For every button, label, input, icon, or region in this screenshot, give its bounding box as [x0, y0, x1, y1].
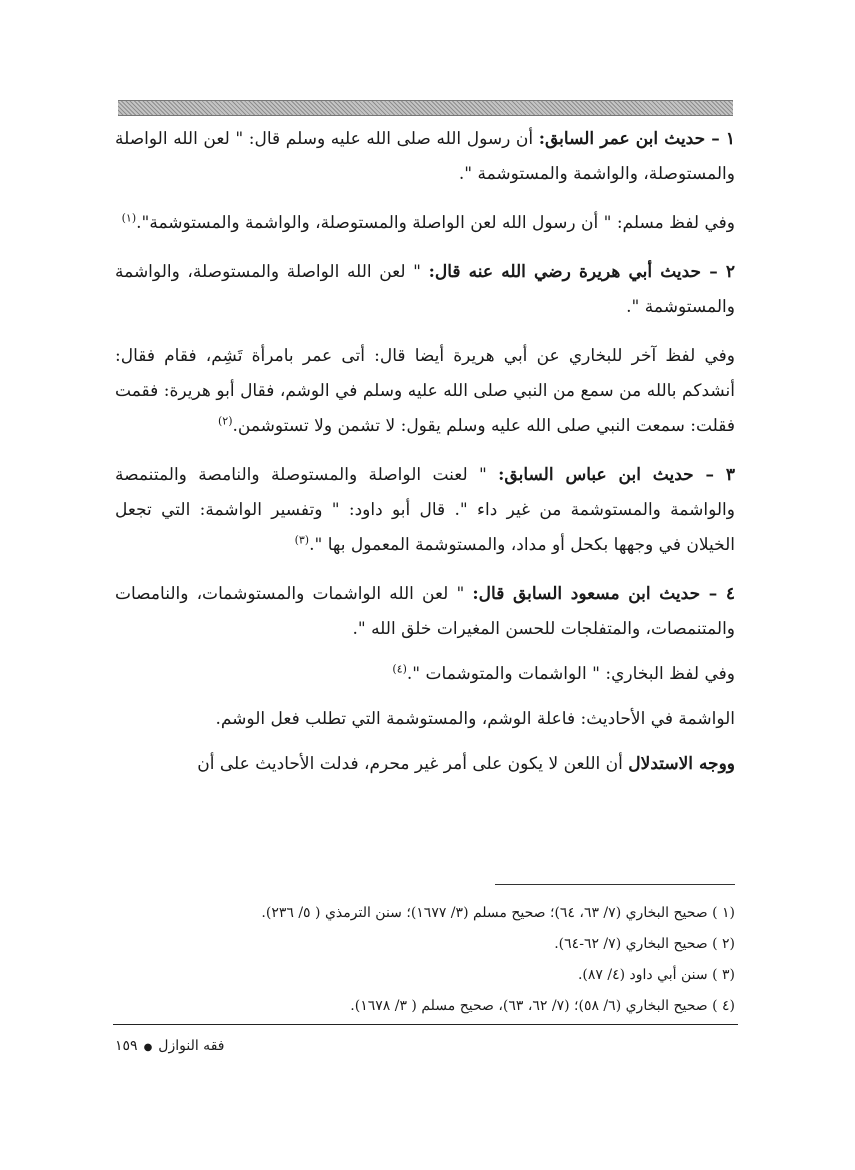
- hadith-4-text: " لعن الله الواشمات والمستوشمات، والنامصات والمتنمصات، والمتفلجات للحسن المغيرات خلق الله ".: [115, 584, 735, 639]
- paragraph-hadith-ibn-abbas: [115, 458, 735, 563]
- footnote-ref-2: (٢): [217, 414, 233, 428]
- page-body: [115, 122, 735, 796]
- paragraph-bukhari-wording: [115, 657, 735, 692]
- paragraph-hadith-ibn-umar: [115, 122, 735, 192]
- book-title: فقه النوازل: [158, 1038, 225, 1054]
- muslim-wording-text: وفي لفظ مسلم: " أن رسول الله لعن الواصلة والمستوصلة، والواشمة والمستوشمة".: [136, 213, 735, 233]
- hadith-3-heading: ٣ – حديث ابن عباس السابق:: [498, 465, 735, 485]
- inference-heading: ووجه الاستدلال: [628, 754, 735, 774]
- footnote-1: (١ ) صحيح البخاري (٧/ ٦٣، ٦٤)؛ صحيح مسلم (٣/ ١٦٧٧)؛ سنن الترمذي ( ٥/ ٢٣٦).: [261, 905, 735, 921]
- hadith-4-heading: ٤ – حديث ابن مسعود السابق قال:: [472, 584, 735, 604]
- footnote-separator: [495, 884, 735, 885]
- hadith-1-text: أن رسول الله صلى الله عليه وسلم قال: " لعن الله الواصلة والمستوصلة، والواشمة والمستوشمة ".: [115, 129, 735, 184]
- paragraph-hadith-ibn-masud: [115, 577, 735, 647]
- hadith-1-heading: ١ – حديث ابن عمر السابق:: [538, 129, 735, 149]
- paragraph-bukhari-other-wording: [115, 339, 735, 444]
- paragraph-hadith-abu-hurayra: [115, 255, 735, 325]
- footer-bullet: ●: [143, 1042, 153, 1053]
- footnote-ref-1: (١): [121, 211, 137, 225]
- bukhari-wording-text: وفي لفظ البخاري: " الواشمات والمتوشمات ".: [406, 664, 735, 684]
- footnote-3: (٣ ) سنن أبي داود (٤/ ٨٧).: [577, 967, 735, 983]
- definition-text: الواشمة في الأحاديث: فاعلة الوشم، والمستوشمة التي تطلب فعل الوشم.: [215, 709, 735, 729]
- paragraph-definition: [115, 702, 735, 737]
- page-footer: [115, 1038, 735, 1054]
- footnote-ref-3: (٣): [294, 533, 310, 547]
- header-decorative-band: [118, 100, 733, 116]
- page-number: ١٥٩: [115, 1038, 138, 1054]
- paragraph-muslim-wording: [115, 206, 735, 241]
- paragraph-inference: [115, 747, 735, 782]
- hadith-2-text: " لعن الله الواصلة والمستوصلة، والواشمة والمستوشمة ".: [115, 262, 735, 317]
- inference-text: أن اللعن لا يكون على أمر غير محرم، فدلت الأحاديث على أن: [197, 754, 629, 774]
- footnote-ref-4: (٤): [392, 662, 407, 676]
- hadith-3-text: " لعنت الواصلة والمستوصلة والنامصة والمتنمصة والواشمة والمستوشمة من غير داء ". قال أبو داود: " وتفسير الواشمة: التي تجعل الخيلان في وجهها بكحل أو مداد، والمستوشمة المعمول بها ".: [115, 465, 735, 555]
- bukhari-other-wording-text: وفي لفظ آخر للبخاري عن أبي هريرة أيضا قال: أتى عمر بامرأة تَشِم، فقام فقال: أنشدكم بالله من سمع من النبي صلى الله عليه وسلم في الوشم، فقال أبو هريرة: فقمت فقلت: سمعت النبي صلى الله عليه وسلم يقول: لا تشمن ولا تستوشمن.: [115, 346, 735, 436]
- footnote-2: (٢ ) صحيح البخاري (٧/ ٦٢-٦٤).: [554, 936, 735, 952]
- footnotes: [115, 898, 735, 1022]
- footnote-4: (٤ ) صحيح البخاري (٦/ ٥٨)؛ (٧/ ٦٢، ٦٣)، صحيح مسلم ( ٣/ ١٦٧٨).: [350, 998, 735, 1014]
- footer-rule: [113, 1024, 738, 1025]
- hadith-2-heading: ٢ – حديث أبي هريرة رضي الله عنه قال:: [428, 262, 735, 282]
